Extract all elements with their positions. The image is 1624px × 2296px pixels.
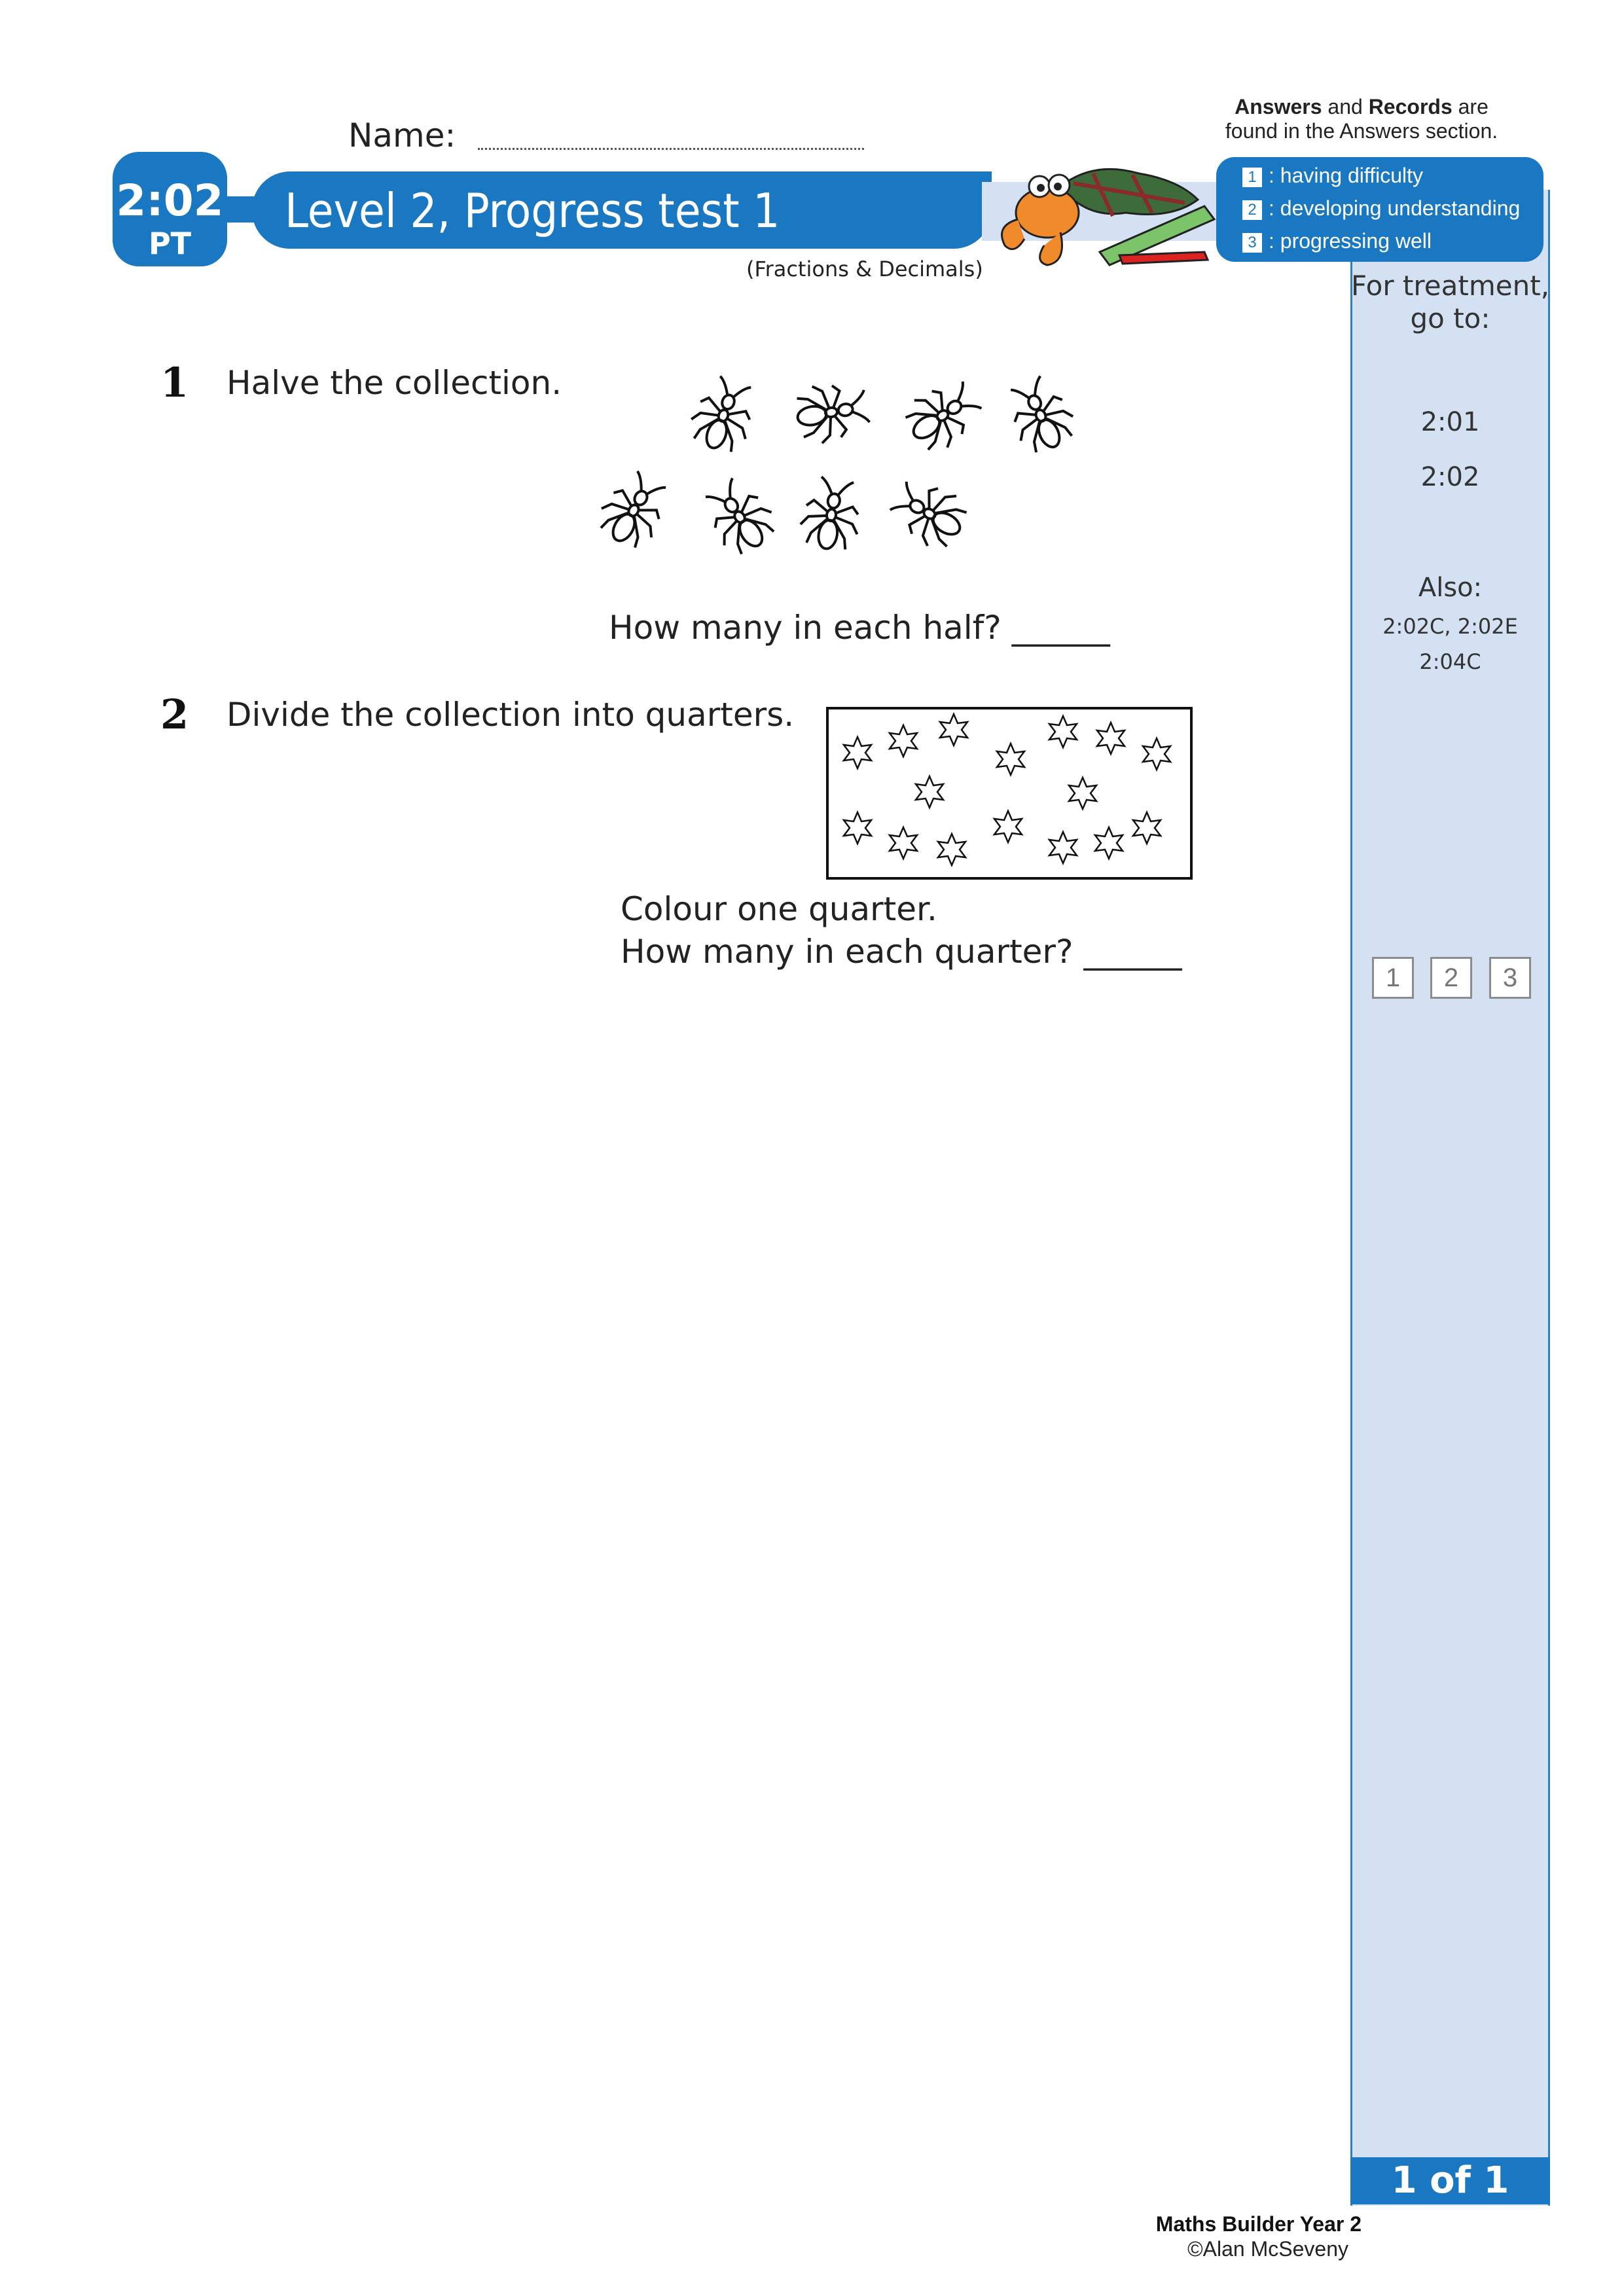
quarter-prompt xyxy=(621,933,1182,971)
legend-item xyxy=(1242,229,1432,253)
legend-label: : having difficulty xyxy=(1269,164,1423,187)
also-label: Also: xyxy=(1418,573,1483,603)
answers-note xyxy=(1178,95,1545,143)
ant-icon xyxy=(695,471,782,560)
legend-label: : progressing well xyxy=(1269,229,1432,253)
quarter-question: How many in each quarter? xyxy=(621,933,1074,971)
ant-icon xyxy=(797,475,866,554)
question-number: 2 xyxy=(160,691,189,738)
rating-legend xyxy=(1216,157,1543,262)
half-answer-blank[interactable]: ______ xyxy=(1011,609,1110,647)
rating-box-1[interactable]: 1 xyxy=(1372,957,1414,999)
ant-icon xyxy=(1000,371,1074,459)
question-text: Divide the collection into quarters. xyxy=(226,696,795,734)
half-prompt xyxy=(609,609,1110,647)
page-counter: 1 of 1 xyxy=(1350,2157,1550,2204)
legend-item xyxy=(1242,196,1520,221)
records-word: Records xyxy=(1368,95,1453,118)
copyright: ©Alan McSeveny xyxy=(1187,2237,1348,2261)
ant-icon xyxy=(592,465,677,554)
ant-collection xyxy=(589,363,1074,560)
half-question: How many in each half? xyxy=(609,609,1001,647)
ant-icon xyxy=(685,372,763,457)
mascot-crab-icon xyxy=(988,147,1224,278)
page-subtitle: (Fractions & Decimals) xyxy=(746,257,983,281)
treatment-code: 2:01 xyxy=(1420,407,1480,437)
and-word: and xyxy=(1322,95,1369,118)
name-input-line[interactable] xyxy=(478,148,864,150)
also-codes-1: 2:02C, 2:02E xyxy=(1382,614,1518,639)
ant-icon xyxy=(884,471,973,556)
book-title: Maths Builder Year 2 xyxy=(1155,2212,1362,2236)
treatment-code: 2:02 xyxy=(1420,462,1480,492)
treatment-heading xyxy=(1350,270,1550,335)
also-codes-2: 2:04C xyxy=(1419,649,1481,674)
badge-code: 2:02 xyxy=(116,175,224,226)
badge-pt: PT xyxy=(148,226,192,261)
legend-num: 1 xyxy=(1242,168,1262,187)
treatment-line2: go to: xyxy=(1410,302,1490,334)
legend-label: : developing understanding xyxy=(1269,196,1521,220)
legend-item xyxy=(1242,164,1423,188)
colour-prompt: Colour one quarter. xyxy=(621,890,937,928)
answers-word: Answers xyxy=(1235,95,1322,118)
rating-box-2[interactable]: 2 xyxy=(1430,957,1472,999)
legend-num: 2 xyxy=(1242,200,1262,220)
star-collection[interactable] xyxy=(826,707,1193,880)
page-title: Level 2, Progress test 1 xyxy=(285,183,780,238)
quarter-answer-blank[interactable]: ______ xyxy=(1083,933,1182,971)
legend-num: 3 xyxy=(1242,233,1262,253)
question-number: 1 xyxy=(160,359,189,406)
are-word: are xyxy=(1452,95,1489,118)
ant-icon xyxy=(793,378,872,446)
question-text: Halve the collection. xyxy=(226,364,562,402)
treatment-line1: For treatment, xyxy=(1350,270,1550,302)
answers-note-line2: found in the Answers section. xyxy=(1225,119,1498,143)
treatment-sidebar xyxy=(1350,190,1550,2206)
rating-box-3[interactable]: 3 xyxy=(1489,957,1531,999)
code-badge xyxy=(113,152,227,266)
name-label: Name: xyxy=(348,117,456,154)
star-frame xyxy=(827,708,1191,878)
ant-icon xyxy=(898,371,988,458)
